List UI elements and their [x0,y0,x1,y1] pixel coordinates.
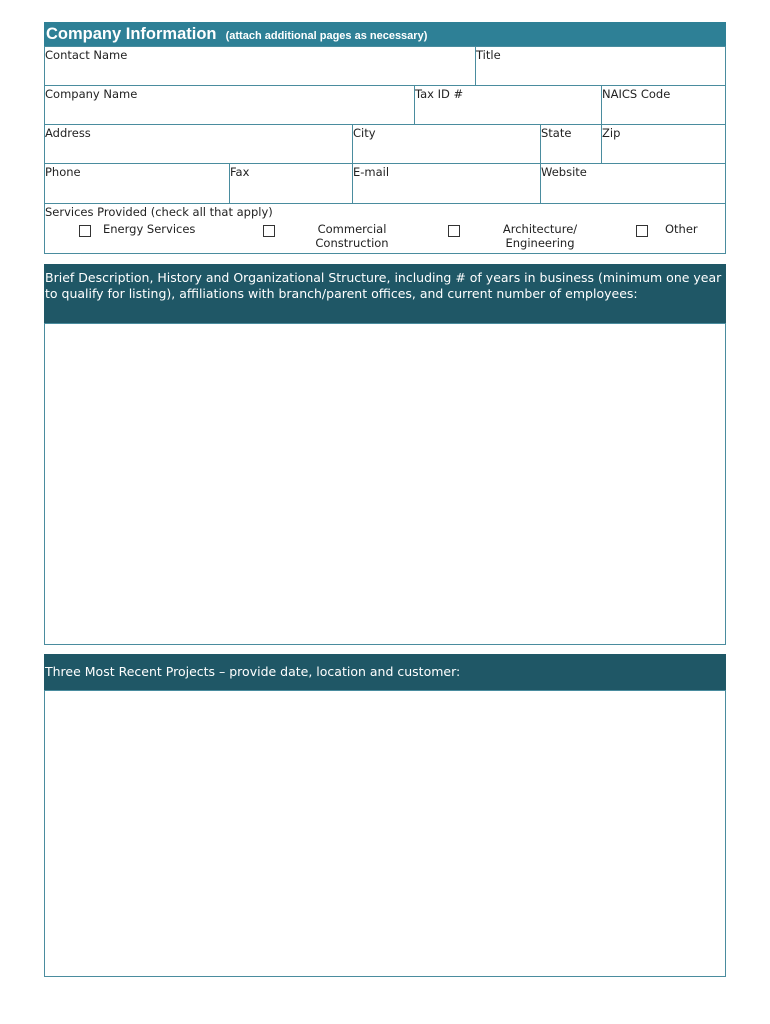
contact-name-field[interactable] [44,46,476,86]
zip-field[interactable] [601,124,726,164]
company-name-field[interactable] [44,85,415,125]
zip-label: Zip [602,126,621,140]
description-textarea[interactable] [44,323,726,645]
form-subtitle: (attach additional pages as necessary) [225,30,428,42]
tax-id-field[interactable] [414,85,602,125]
address-label: Address [45,126,91,140]
energy-services-label: Energy Services [103,222,196,236]
architecture-engineering-checkbox[interactable] [448,225,460,237]
description-section-heading: Brief Description, History and Organizational Structure, including # of years in business (minimum one year to qualify for listing), affiliations with branch/parent offices, and current number of employees: [44,264,726,324]
projects-textarea[interactable] [44,690,726,977]
state-field[interactable] [540,124,602,164]
title-field[interactable] [475,46,726,86]
energy-services-checkbox[interactable] [79,225,91,237]
other-checkbox[interactable] [636,225,648,237]
other-label: Other [665,222,698,236]
website-field[interactable] [540,163,726,204]
email-label: E-mail [353,165,390,179]
services-provided-row [44,203,726,254]
city-label: City [353,126,376,140]
fax-field[interactable] [229,163,353,204]
commercial-construction-checkbox[interactable] [263,225,275,237]
tax-id-label: Tax ID # [415,87,464,101]
company-name-label: Company Name [45,87,138,101]
form-title-bar [44,22,726,46]
website-label: Website [541,165,587,179]
email-field[interactable] [352,163,541,204]
fax-label: Fax [230,165,250,179]
address-field[interactable] [44,124,353,164]
form-title: Company Information [46,25,217,43]
naics-code-label: NAICS Code [602,87,671,101]
phone-field[interactable] [44,163,230,204]
naics-code-field[interactable] [601,85,726,125]
contact-name-label: Contact Name [45,48,128,62]
city-field[interactable] [352,124,541,164]
title-label: Title [476,48,501,62]
phone-label: Phone [45,165,81,179]
projects-section-heading: Three Most Recent Projects – provide date, location and customer: [44,654,726,691]
commercial-construction-label: Commercial Construction [315,222,389,250]
state-label: State [541,126,572,140]
architecture-engineering-label: Architecture/ Engineering [502,222,578,250]
services-label: Services Provided (check all that apply) [45,205,273,219]
